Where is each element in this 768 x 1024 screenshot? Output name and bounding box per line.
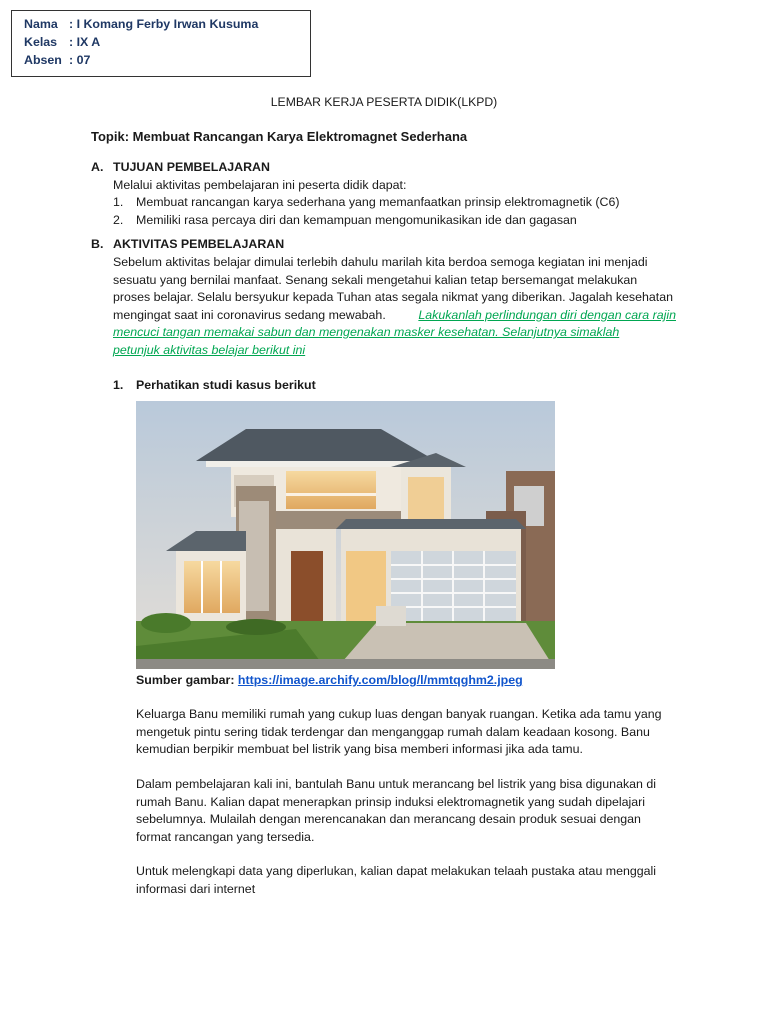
section-a-intro: Melalui aktivitas pembelajaran ini peserta didik dapat: xyxy=(113,178,407,192)
objective-text: Membuat rancangan karya sederhana yang memanfaatkan prinsip elektromagnetik (C6) xyxy=(136,195,620,209)
paragraph-line: sebelumnya. Mulailah dengan merencanakan dan merancang desain produk sesuai dengan xyxy=(136,812,641,826)
identity-key: Nama xyxy=(24,17,58,31)
paragraph-line: Untuk melengkapi data yang diperlukan, kalian dapat melakukan telaah pustaka atau menggali xyxy=(136,864,657,878)
objective-text: Memiliki rasa percaya diri dan kemampuan mengomunikasikan ide dan gagasan xyxy=(136,213,577,227)
paragraph-line: sesuatu yang bernilai manfaat. Senang sekali mengetahui kalian tetap bersemangat melakukan xyxy=(113,273,638,287)
green-emphasis-line: petunjuk aktivitas belajar berikut ini xyxy=(113,343,306,357)
source-label: Sumber gambar: xyxy=(136,673,235,687)
section-a-heading: TUJUAN PEMBELAJARAN xyxy=(113,160,270,174)
paragraph-line: kemudian berpikir membuat bel listrik yang bisa memberi informasi jika ada tamu. xyxy=(136,742,583,756)
green-emphasis-text: Lakukanlah perlindungan diri dengan cara rajin xyxy=(418,308,676,322)
paragraph-line: Dalam pembelajaran kali ini, bantulah Banu untuk merancang bel listrik yang bisa digunakan di xyxy=(136,777,657,791)
section-b-heading: AKTIVITAS PEMBELAJARAN xyxy=(113,237,285,251)
identity-value: : 07 xyxy=(69,53,91,67)
source-line xyxy=(136,672,523,690)
topic-heading: Topik: Membuat Rancangan Karya Elektromagnet Sederhana xyxy=(91,129,468,144)
identity-class-row xyxy=(24,34,100,52)
step-number: 1. xyxy=(113,378,124,392)
identity-box xyxy=(11,10,311,77)
identity-key: Absen xyxy=(24,53,62,67)
paragraph-line xyxy=(113,307,676,325)
identity-absen-row xyxy=(24,52,90,70)
identity-value: : IX A xyxy=(69,35,101,49)
source-link[interactable]: https://image.archify.com/blog/l/mmtqghm2.jpeg xyxy=(237,673,523,687)
step-text: Perhatikan studi kasus berikut xyxy=(136,378,316,392)
section-a-marker: A. xyxy=(91,160,104,174)
identity-key: Kelas xyxy=(24,35,58,49)
section-b-marker: B. xyxy=(91,237,104,251)
plain-text: mengingat saat ini coronavirus sedang mewabah. xyxy=(113,308,386,322)
house-photo xyxy=(136,401,555,669)
paragraph-line: informasi dari internet xyxy=(136,882,256,896)
house-illustration xyxy=(136,401,555,669)
objective-number: 1. xyxy=(113,195,124,209)
doc-title: LEMBAR KERJA PESERTA DIDIK(LKPD) xyxy=(270,95,498,109)
paragraph-line: Sebelum aktivitas belajar dimulai terlebih dahulu marilah kita berdoa semoga kegiatan ini menjadi xyxy=(113,255,648,269)
objective-number: 2. xyxy=(113,213,124,227)
identity-name-row xyxy=(24,16,258,34)
paragraph-line: format rancangan yang tersedia. xyxy=(136,830,315,844)
green-emphasis-line: mencuci tangan memakai sabun dan mengenakan masker kesehatan. Selanjutnya simaklah xyxy=(113,325,620,339)
paragraph-line: rumah Banu. Kalian dapat menerapkan prinsip induksi elektromagnetik yang sudah dipelajari xyxy=(136,795,646,809)
paragraph-line: proses belajar. Selalu bersyukur kepada Tuhan atas segala nikmat yang diberikan. Jagalah kesehatan xyxy=(113,290,674,304)
paragraph-line: Keluarga Banu memiliki rumah yang cukup luas dengan banyak ruangan. Ketika ada tamu yang xyxy=(136,707,662,721)
paragraph-line: mengetuk pintu sering tidak terdengar dan menganggap rumah dalam keadaan kosong. Banu xyxy=(136,725,650,739)
identity-value: : I Komang Ferby Irwan Kusuma xyxy=(69,17,259,31)
